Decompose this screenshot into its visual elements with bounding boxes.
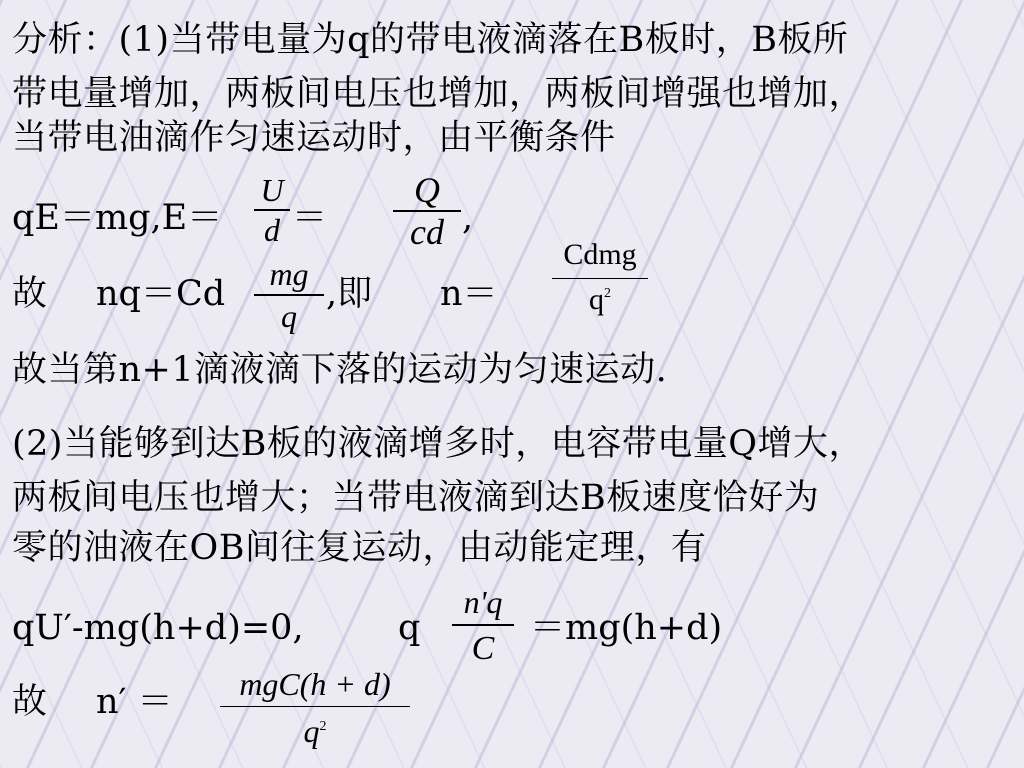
fraction-denominator: q [281, 298, 297, 334]
analysis-line-2: 带电量增加，两板间电压也增加，两板间增强也增加， [12, 74, 865, 114]
analysis-line-1: 分析：(1)当带电量为q的带电液滴落在B板时，B板所 [12, 20, 849, 60]
analysis-line-8: 两板间电压也增大；当带电液滴到达B板速度恰好为 [12, 478, 820, 518]
fraction-bar [254, 209, 290, 211]
fraction-denominator: cd [410, 212, 444, 252]
analysis-line-3: 当带电油滴作匀速运动时，由平衡条件 [12, 118, 616, 158]
analysis-line-6: 故当第n+1滴液滴下落的运动为匀速运动. [12, 350, 668, 390]
fraction-numerator: mgC(h + d) [239, 666, 391, 702]
fraction-denominator: d [264, 212, 280, 248]
eq2-n-equals: n＝ [440, 274, 498, 314]
fraction-numerator: mg [269, 256, 309, 292]
fraction-denominator: q [589, 283, 604, 316]
analysis-line-7: (2)当能够到达B板的液滴增多时，电容带电量Q增大， [12, 424, 864, 464]
fraction-numerator: n'q [463, 584, 503, 620]
eq1-equals: ＝ [292, 198, 328, 238]
fraction-bar [254, 294, 324, 296]
eq3-lhs: qU′-mg(h+d)=0, [12, 608, 304, 648]
fraction-nq-over-c [452, 586, 514, 666]
eq1-comma: , [462, 198, 474, 238]
fraction-mg-over-q [254, 258, 324, 332]
fraction-q-over-cd [393, 172, 461, 250]
fraction-numerator: Cdmg [563, 238, 637, 271]
eq2-tail: ,即 [326, 274, 373, 314]
fraction-denominator: q [303, 713, 320, 749]
fraction-u-over-d [254, 174, 290, 246]
fraction-bar [220, 706, 410, 707]
eq1-lhs: qE＝mg,E＝ [12, 198, 223, 238]
fraction-bar [552, 278, 648, 279]
eq2-lead: 故 [12, 274, 48, 314]
fraction-numerator: U [260, 172, 284, 208]
exponent: 2 [319, 719, 327, 734]
analysis-line-9: 零的油液在OB间往复运动，由动能定理，有 [12, 528, 707, 568]
exponent: 2 [604, 286, 611, 301]
eq2-mid: nq＝Cd [96, 274, 226, 314]
fraction-bar [452, 624, 514, 626]
fraction-mgc-over-q2 [220, 668, 410, 747]
fraction-numerator: Q [414, 170, 440, 210]
fraction-cdmg-over-q2 [552, 240, 648, 315]
eq4-lead: 故 [12, 682, 48, 722]
eq3-q: q [398, 608, 421, 648]
fraction-denominator: C [471, 630, 495, 667]
eq3-rhs: ＝mg(h+d) [530, 608, 723, 648]
eq4-n-prime: n′ ＝ [96, 682, 173, 722]
